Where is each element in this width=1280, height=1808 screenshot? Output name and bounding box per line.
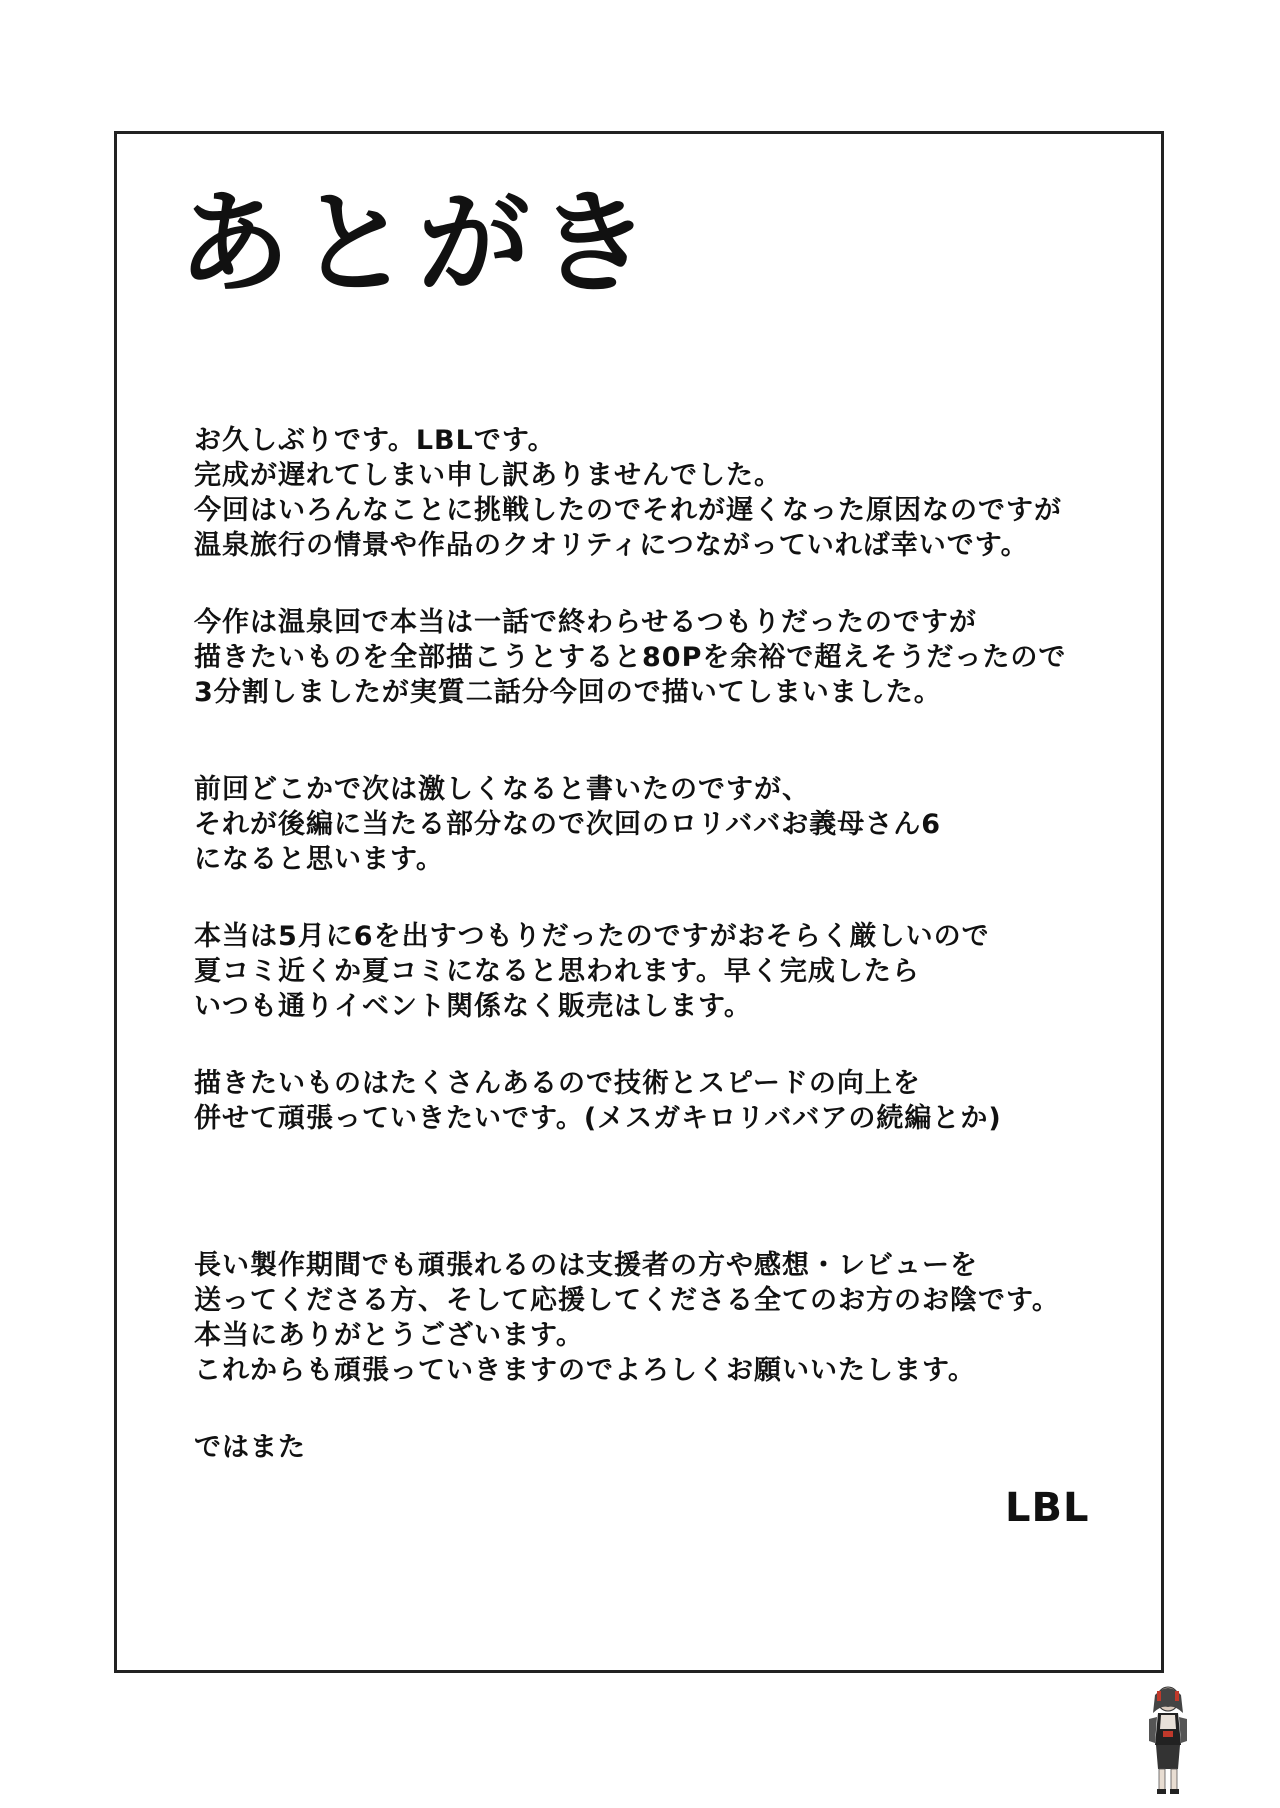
text-line: それが後編に当たる部分なので次回のロリババお義母さん6 (194, 809, 941, 840)
text-line: いつも通りイベント関係なく販売はします。 (194, 991, 752, 1022)
paragraph-3 (194, 772, 1154, 877)
paragraph-4 (194, 919, 1154, 1024)
text-line: 夏コミ近くか夏コミになると思われます。早く完成したら (194, 956, 920, 987)
text-line: 本当は5月に6を出すつもりだったのですがおそらく厳しいので (194, 921, 990, 952)
text-line: 描きたいものを全部描こうとすると80Pを余裕で超えそうだったので (194, 642, 1067, 673)
text-line: 送ってくださる方、そして応援してくださる全てのお方のお陰です。 (194, 1285, 1060, 1316)
text-line: これからも頑張っていきますのでよろしくお願いいたします。 (194, 1355, 976, 1386)
paragraph-7 (194, 1430, 1154, 1465)
text-line: 描きたいものはたくさんあるので技術とスピードの向上を (194, 1068, 921, 1099)
text-line: 前回どこかで次は激しくなると書いたのですが、 (194, 774, 810, 805)
text-line: 長い製作期間でも頑張れるのは支援者の方や感想・レビューを (194, 1250, 978, 1281)
text-line: 今作は温泉回で本当は一話で終わらせるつもりだったのですが (194, 607, 977, 638)
text-line: 温泉旅行の情景や作品のクオリティにつながっていれば幸いです。 (194, 530, 1029, 561)
text-line: お久しぶりです。LBLです。 (194, 425, 556, 456)
paragraph-5 (194, 1066, 1154, 1136)
character-figure-icon (1145, 1685, 1191, 1795)
author-signature: LBL (1005, 1485, 1090, 1531)
text-line: になると思います。 (194, 844, 444, 875)
page-title: あとがき (178, 179, 658, 309)
text-line: 今回はいろんなことに挑戦したのでそれが遅くなった原因なのですが (194, 495, 1062, 526)
paragraph-2 (194, 605, 1154, 710)
text-line: 完成が遅れてしまい申し訳ありませんでした。 (194, 460, 782, 491)
paragraph-6 (194, 1248, 1154, 1388)
paragraph-1 (194, 423, 1154, 563)
text-line: 本当にありがとうございます。 (194, 1320, 584, 1351)
text-line: 併せて頑張っていきたいです。(メスガキロリババアの続編とか) (194, 1103, 1002, 1134)
afterword-body (194, 423, 1154, 1465)
text-line: ではまた (194, 1432, 306, 1463)
text-line: 3分割しましたが実質二話分今回ので描いてしまいました。 (194, 677, 942, 708)
